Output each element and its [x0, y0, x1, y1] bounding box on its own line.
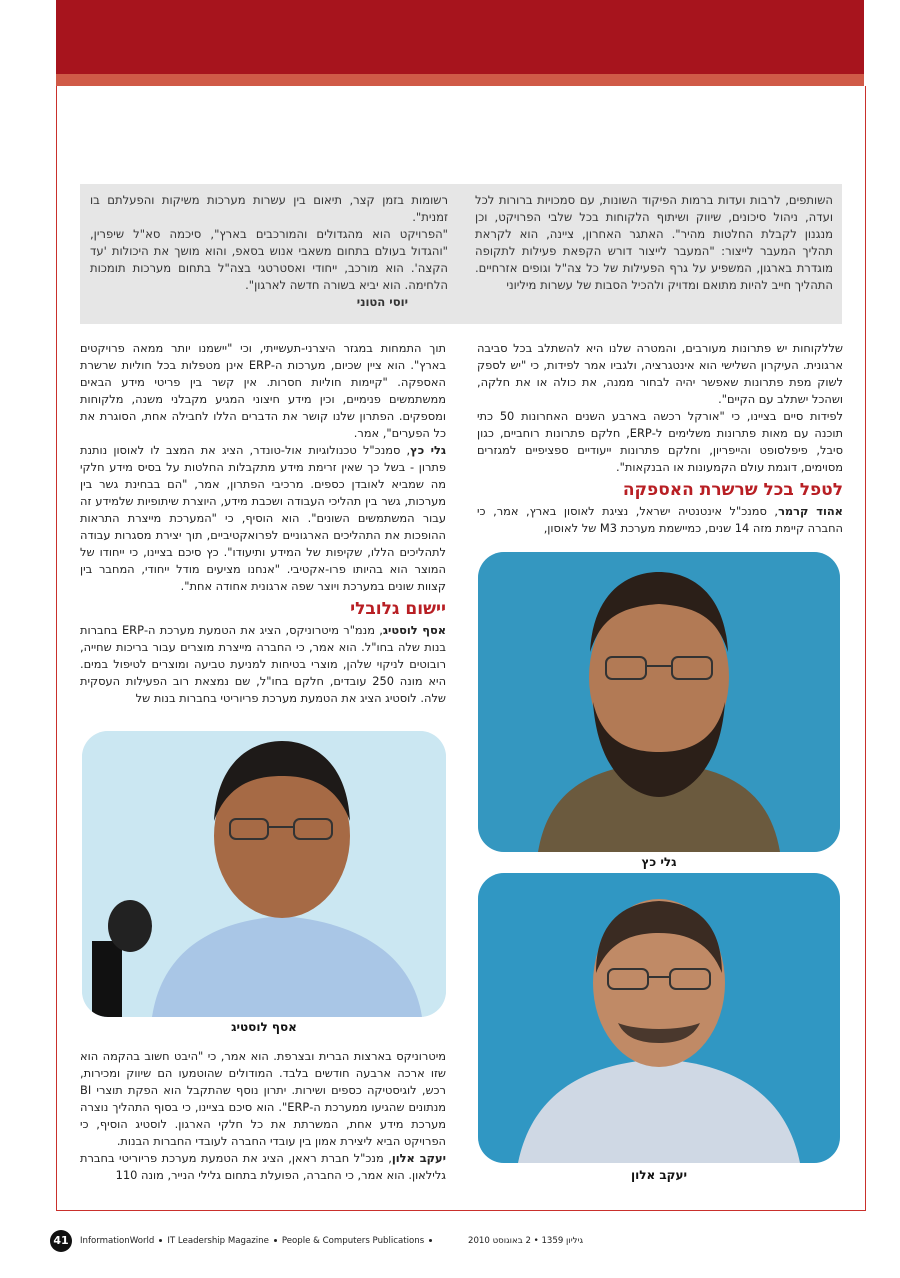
section-heading: יישום גלובלי [350, 599, 446, 619]
quote-column-right [475, 192, 833, 294]
speaker-name: אהוד קרמר [778, 504, 843, 518]
paragraph [80, 622, 446, 707]
photo-gali-katz [478, 552, 840, 852]
banner-strip [56, 74, 864, 86]
paragraph [80, 1150, 446, 1184]
page-number: 41 [50, 1230, 72, 1252]
speaker-name: יעקב אלון [391, 1151, 446, 1165]
page-footer [50, 1232, 850, 1250]
article-column-right [477, 340, 843, 537]
quote-signature: יוסי הטוני [356, 295, 408, 309]
paragraph [80, 442, 446, 595]
paragraph-text: , סמנכ"ל טכנולוגיות אול-טונדר, הציג את המצב לו לאוסון נותנת פתרון - בשל כך שאין זרימת מידע מתקבלות החלטות על בסיס מידע חלקי מה שמביא לאובדן כספים. מרכיבי הפתרון, אמר, "הם בבחינת גשר בין מערכות, גשר בין תהליכי העבודה ושכבת מידע, היוצרת שיתופיות שלמידע זה עבור המשתמשים השונים". הוא הוסיף, כי "המערכת מייצרת התראות ההופכות את התהליכים הארגוניים לפרואקטיביים, תוך יצירת מסגרות עבודה לתהליכים הללו, שקיפות של המידע ותיעודו". כץ סיכם בציינו, כי ייחודו של המוצר הוא בהיותו פרו-אקטיבי. "אנחנו מציעים מודל ייחודי, המחבר בין קצוות שונים במערכת ויוצר שפה ארגונית אחודה אחת". [80, 443, 446, 593]
footer-publisher: People & Computers Publications [281, 1236, 425, 1246]
paragraph: מיטרוניקס בארצות הברית ובצרפת. הוא אמר, כי "היבט חשוב בהקמה הוא שזו ארכה ארבעה חודשים בלבד. המודולים שהוטמעו הם שיווק ומכירות, רכש, לוגיסטיקה כספים ושירות. יתרון נוסף שהתקבל הוא הפקת תוצרי BI מנתונים שהגיעו ממערכת ה-ERP". הוא סיכם בציינו, כי בסוף התהליך נוצרה מערכת מידע אחת, המשרתת את כל חלקי הארגון. לוסטיג הוסיף, כי הפרויקט הביא ליצירת אמון בין עובדי החברה לעובדי החברות הבנות. [80, 1049, 446, 1148]
quote-text-right: השותפים, לרבות ועדות ברמות הפיקוד השונות, עם סמכויות ברורות לכל ועדה, ניהול סיכונים, שיווק ושיתוף הלקוחות בכל שלבי הפרויקט, וכן מנגנון לקבלת החלטות מהיר". האתגר האחרון, ציינה, הוא לקראת תהליך המעבר לייצור: "המעבר לייצור דורש הקפאת פעילות לתקופה מוגדרת בארגון, המשפיע על גרף הפעילות של כל צה"ל וגופים אזרחיים. התהליך חייב להיות מתואם ומדויק ולהכיל הסבות של עשרות מיליוני [475, 193, 833, 292]
quote-paragraph: רשומות בזמן קצר, תיאום בין עשרות מערכות משיקות והפעלתם בו זמנית". [90, 193, 448, 224]
speaker-name: אסף לוסטיג [382, 623, 447, 637]
photo-asaf-lustig [82, 731, 446, 1017]
paragraph-text: , מנמ"ר מיטרוניקס, הציג את הטמעת מערכת ה-ERP בחברות בנות שלה בחו"ל. הוא אמר, כי החברה מייצרת מוצרים עבור בריכות שחייה, רובוטים לניקוי שלהן, מוצרי בטיחות למניעת טביעה ומוצרים לטיפול במים. היא מונה 250 עובדים, חלקם בחו"ל, שם נמצאת רוב הפעילות העסקית שלה. לוסטיג הציג את הטמעת מערכת פריוריטי בחברות בנות של [80, 623, 447, 705]
article-column-left [80, 340, 446, 707]
photo-caption: גלי כץ [641, 855, 677, 869]
paragraph [477, 503, 843, 537]
photo-caption: יעקב אלון [630, 1168, 688, 1182]
paragraph: שללקוחות יש פתרונות מעורבים, והמטרה שלנו היא להשתלב בכל סביבה ארגונית. העיקרון השלישי הוא אינטגרציה, ולגביו אמר לפידות, כי "יש לספק לשוק מפת פתרונות שאפשר יהיה לבחור ממנה, את כולה או את חלקה, ושהכל ישתלב עם הקיים". [477, 341, 843, 406]
bullet-icon [274, 1239, 277, 1242]
paragraph: לפידות סיים בציינו, כי "אורקל רכשה בארבע השנים האחרונות 50 כתי תוכנה עם מאות פתרונות משלימים ל-ERP, חלקם פתרונות רוחביים, כגון סיבל, פיפלסופט והייפריון, וחלקם פתרונות ייעודיים ספציפיים למגזרים מסוימים, דוגמת עולם הקמעונות או הבנקאות". [477, 409, 843, 474]
quote-paragraph: "הפרויקט הוא מהגדולים והמורכבים בארץ", סיכמה סא"ל שיפרין, "והגדול בעולם בתחום משאבי אנוש בסאפ, והוא מושך את היכולות 'עד הקצה'. הוא מורכב, ייחודי ואסטרטגי בצה"ל בתחום מערכות תומכות הלחימה. הוא יביא בשורה חדשה לארגון". [90, 227, 448, 292]
paragraph-text: , סמנכ"ל אינטנטיה ישראל, נציגת לאוסון בארץ, אמר, כי החברה קיימת מזה 14 שנים, כמיישמת מערכת M3 של לאוסון, [477, 504, 843, 535]
article-column-left-bottom [80, 1048, 446, 1184]
paragraph-text: , מנכ"ל חברת ראאן, הציג את הטמעת מערכת פריוריטי בחברת גלילאון. הוא אמר, כי החברה, הפועלת בתחום גלילי הנייר, מונה 110 [80, 1151, 446, 1182]
bullet-icon [159, 1239, 162, 1242]
quote-column-left [90, 192, 448, 311]
photo-caption: אסף לוסטיג [231, 1020, 297, 1034]
paragraph: תוך התמחות במגזר היצרני-תעשייתי, וכי "יישמנו יותר ממאה פרויקטים בארץ". הוא ציין שכיום, מערכות ה-ERP אינן מטפלות בכל חוליות שרשרת האספקה. "קיימות חוליות חסרות. אין קשר בין פריטי מידע הבאים ממשתמשים פנימיים, וכין מידע חיצוני המגיע מקבלני משנה, מלקוחות ומספקים. הפתרון שלנו קושר את הדברים הללו לחבילה אחת, הסוגרת את כל הפערים", אמר. [80, 341, 446, 440]
footer-issue: גיליון 1359 • 2 באוגוסט 2010 [468, 1236, 584, 1246]
photo-yaakov-alon [478, 873, 840, 1163]
speaker-name: גלי כץ [410, 443, 446, 457]
section-heading: לטפל בכל שרשרת האספקה [622, 480, 843, 500]
footer-magazine: IT Leadership Magazine [167, 1236, 269, 1246]
footer-brand: InformationWorld [80, 1236, 155, 1246]
top-banner [56, 0, 864, 74]
footer-credits [80, 1236, 437, 1246]
bullet-icon [429, 1239, 432, 1242]
